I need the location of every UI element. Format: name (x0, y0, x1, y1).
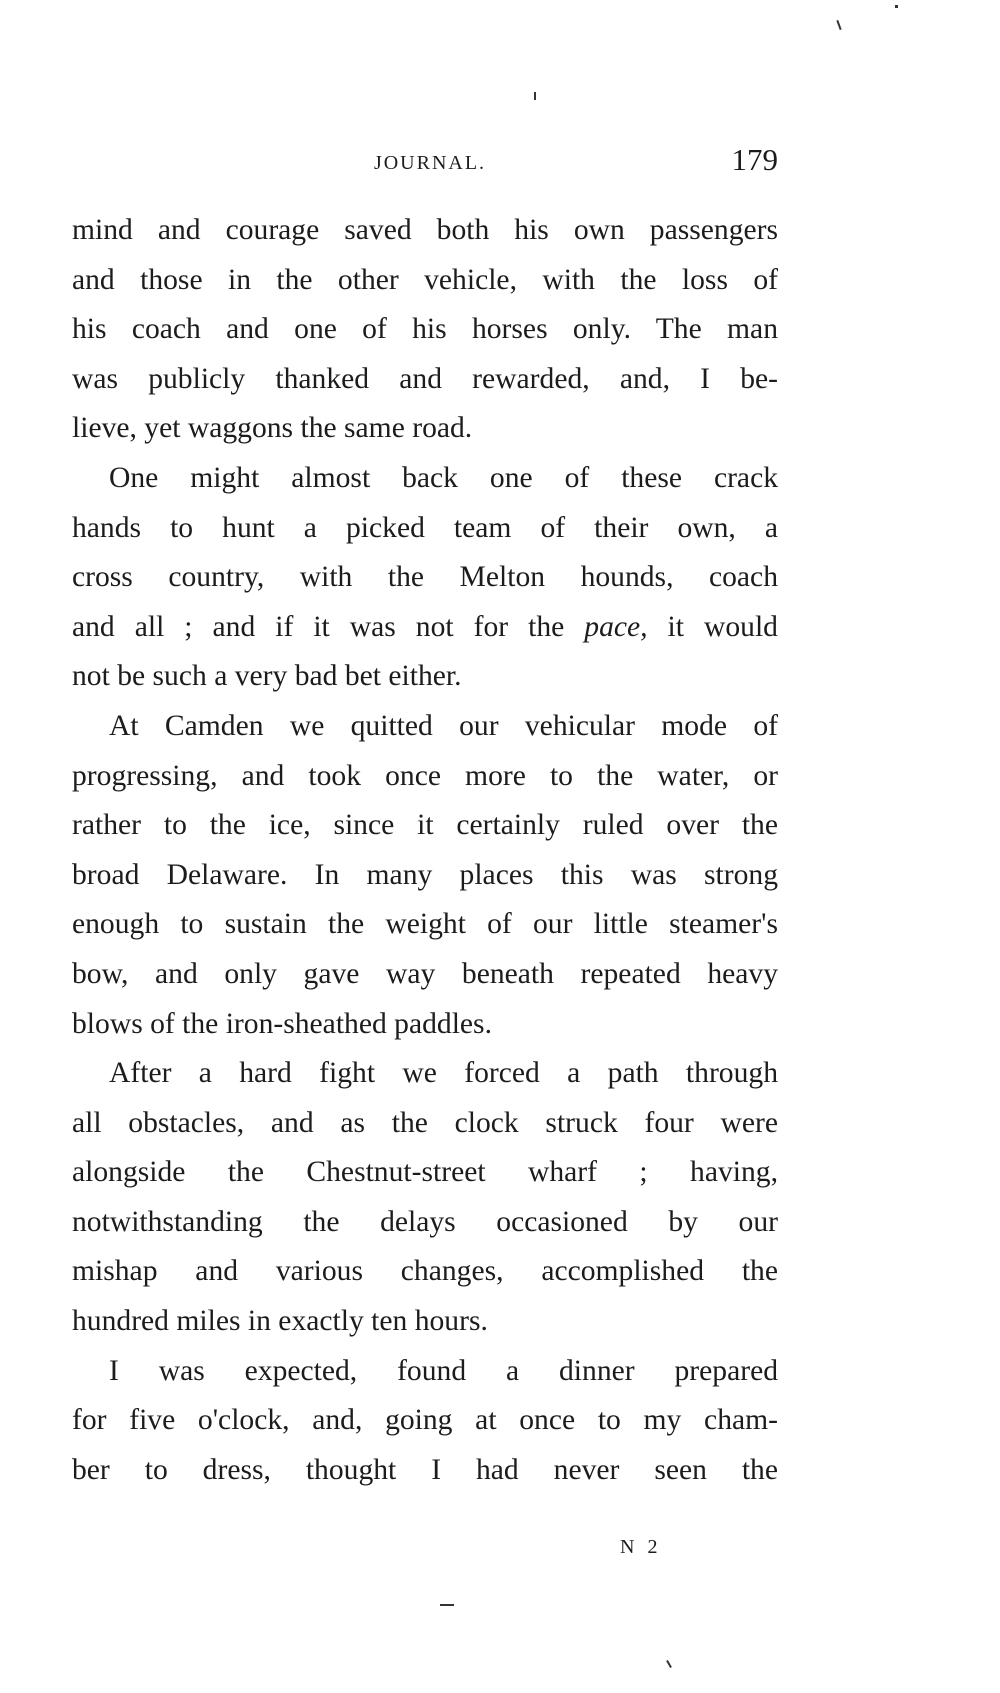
text-line: ber to dress, thought I had never seen the (72, 1453, 778, 1486)
text-line: blows of the iron-sheathed paddles. (72, 1007, 492, 1040)
scan-speck (534, 92, 536, 100)
text-line: cross country, with the Melton hounds, coach (72, 561, 778, 594)
page-header (72, 142, 778, 182)
text-line: After a hard fight we forced a path through (109, 1057, 778, 1090)
signature-mark: N 2 (620, 1536, 662, 1558)
text-line: notwithstanding the delays occasioned by our (72, 1205, 778, 1238)
text-line: and those in the other vehicle, with the loss of (72, 263, 778, 296)
text-line: At Camden we quitted our vehicular mode of (109, 709, 778, 742)
text-line: rather to the ice, since it certainly ruled over the (72, 809, 778, 842)
text-line: all obstacles, and as the clock struck four were (72, 1106, 778, 1139)
text-span: and all ; and if it was not for the (72, 610, 565, 643)
running-head: JOURNAL. (373, 152, 487, 174)
page-number: 179 (731, 142, 778, 177)
scan-speck (666, 1660, 672, 1668)
text-line: mishap and various changes, accomplished the (72, 1255, 778, 1288)
scan-speck (895, 5, 898, 8)
text-line: hundred miles in exactly ten hours. (72, 1305, 488, 1338)
text-line: lieve, yet waggons the same road. (72, 412, 473, 445)
text-line: alongside the Chestnut-street wharf ; having, (72, 1156, 778, 1189)
text-line: enough to sustain the weight of our little steamer's (72, 908, 778, 941)
text-line: hands to hunt a picked team of their own, a (72, 511, 778, 544)
text-line: for five o'clock, and, going at once to my cham- (72, 1404, 778, 1437)
text-line: mind and courage saved both his own passengers (72, 214, 778, 246)
text-line: One might almost back one of these crack (109, 461, 778, 494)
scan-speck (836, 20, 841, 30)
text-span: it would (667, 610, 778, 643)
body-text (72, 206, 778, 1495)
text-line: bow, and only gave way beneath repeated heavy (72, 957, 778, 990)
text-line (72, 603, 778, 653)
text-line: not be such a very bad bet either. (72, 660, 462, 693)
text-line: I was expected, found a dinner prepared (109, 1354, 778, 1387)
text-line: his coach and one of his horses only. The man (72, 313, 778, 346)
italic-word: pace, (584, 610, 648, 643)
text-line: progressing, and took once more to the water, or (72, 759, 778, 792)
text-line: broad Delaware. In many places this was strong (72, 858, 778, 891)
scan-speck (440, 1604, 454, 1606)
text-line: was publicly thanked and rewarded, and, I be- (72, 362, 778, 395)
